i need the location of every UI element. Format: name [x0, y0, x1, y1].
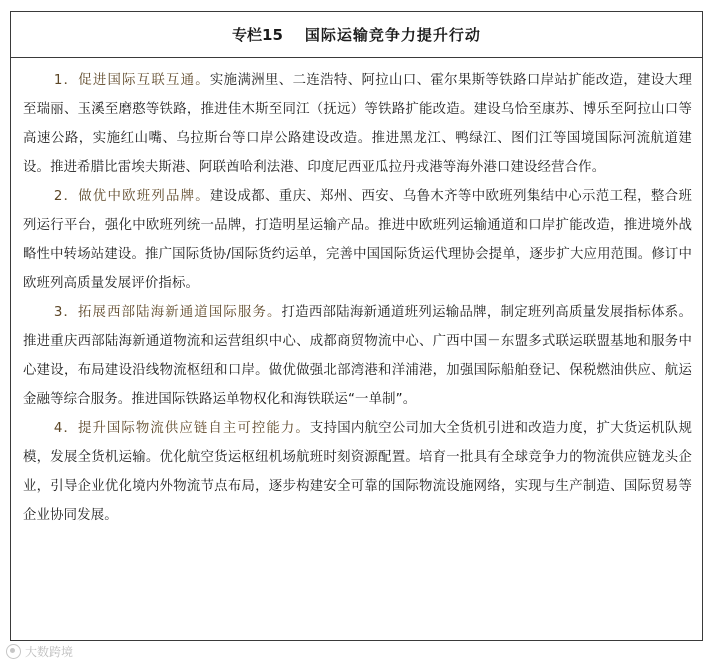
paragraph-text: 支持国内航空公司加大全货机引进和改造力度，扩大货运机队规模，发展全货机运输。优化航空货运枢纽机场航班时刻资源配置。培育一批具有全球竞争力的物流供应链龙头企业，引导企业优化境内外物流节点布局，逐步构建安全可靠的国际物流设施网络，实现与生产制造、国际贸易等企业协同发展。	[23, 421, 692, 523]
watermark	[6, 643, 73, 660]
column-number: 专栏15	[232, 26, 283, 44]
paragraph-text: 建设成都、重庆、郑州、西安、乌鲁木齐等中欧班列集结中心示范工程，整合班列运行平台，强化中欧班列统一品牌，打造明星运输产品。推进中欧班列运输通道和口岸扩能改造，推进境外战略性中转场站建设。推广国际货协/国际货约运单，完善中国国际货运代理协会提单，逐步扩大应用范围。修订中欧班列高质量发展评价指标。	[23, 189, 692, 291]
paragraph-3	[23, 298, 692, 414]
watermark-logo-icon	[6, 644, 21, 659]
column-title: 国际运输竞争力提升行动	[304, 26, 481, 44]
paragraph-text: 实施满洲里、二连浩特、阿拉山口、霍尔果斯等铁路口岸站扩能改造，建设大理至瑞丽、玉溪至磨憨等铁路，推进佳木斯至同江（抚远）等铁路扩能改造。建设乌恰至康苏、博乐至阿拉山口等高速公路，实施红山嘴、乌拉斯台等口岸公路建设改造。推进黑龙江、鸭绿江、图们江等国境国际河流航道建设。推进希腊比雷埃夫斯港、阿联酋哈利法港、印度尼西亚瓜拉丹戎港等海外港口建设经营合作。	[23, 73, 692, 175]
watermark-text: 大数跨境	[25, 645, 74, 659]
column-body	[11, 58, 702, 530]
paragraph-lead: 4．提升国际物流供应链自主可控能力。	[53, 421, 310, 436]
paragraph-lead: 1．促进国际互联互通。	[53, 73, 210, 88]
paragraph-lead: 3．拓展西部陆海新通道国际服务。	[53, 305, 282, 320]
paragraph-1	[23, 66, 692, 182]
column-box	[10, 11, 703, 641]
paragraph-lead: 2．做优中欧班列品牌。	[53, 189, 210, 204]
column-header	[11, 12, 702, 58]
paragraph-4	[23, 414, 692, 530]
paragraph-text: 打造西部陆海新通道班列运输品牌，制定班列高质量发展指标体系。推进重庆西部陆海新通道物流和运营组织中心、成都商贸物流中心、广西中国－东盟多式联运联盟基地和服务中心建设，布局建设沿线物流枢纽和口岸。做优做强北部湾港和洋浦港，加强国际船舶登记、保税燃油供应、航运金融等综合服务。推进国际铁路运单物权化和海铁联运“一单制”。	[23, 305, 692, 407]
paragraph-2	[23, 182, 692, 298]
